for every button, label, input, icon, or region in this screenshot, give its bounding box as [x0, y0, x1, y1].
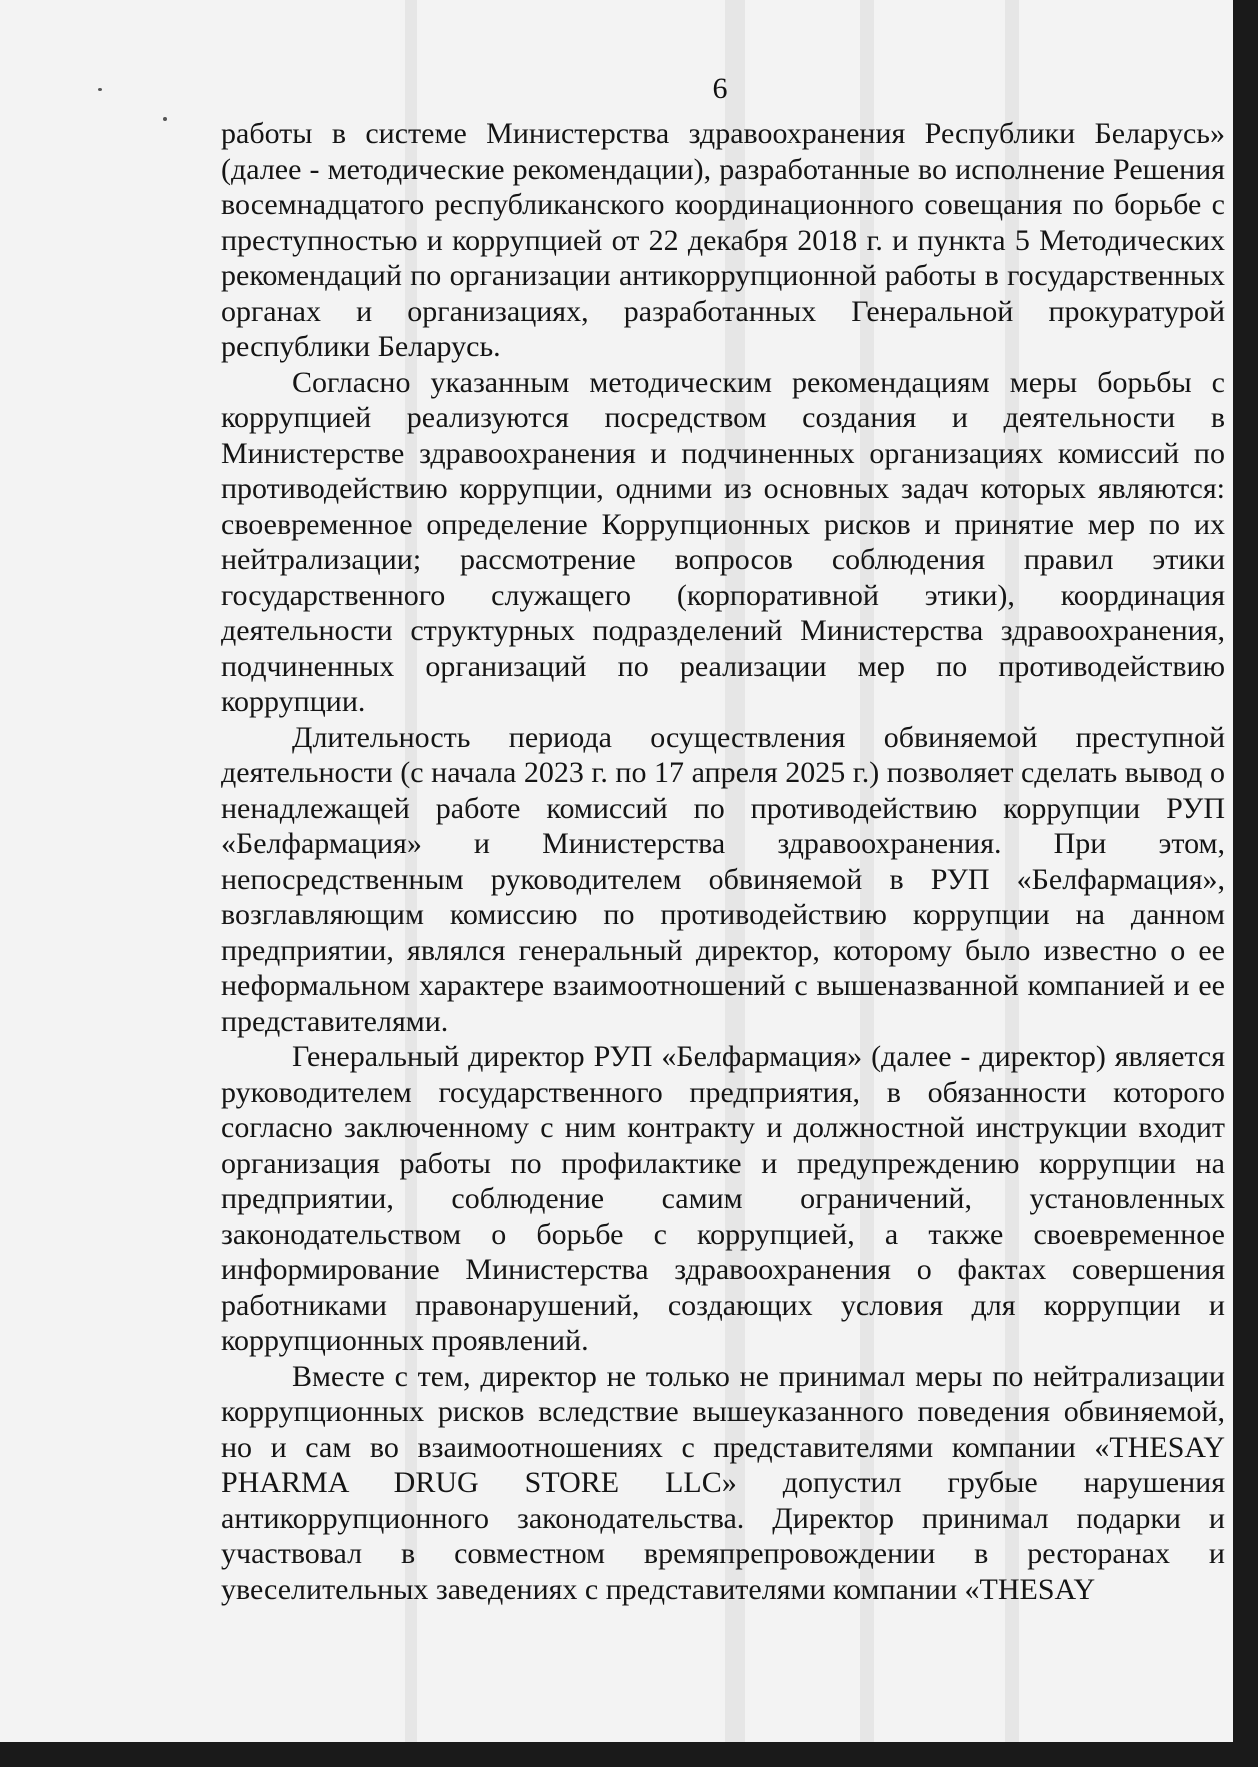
paragraph: Вместе с тем, директор не только не принимал меры по нейтрализации коррупционных рисков вследствие вышеуказанного поведения обвиняемой, но и сам во взаимоотношениях с представителями компании «THESAY PHARMA DRUG STORE LLC» допустил грубые нарушения антикоррупционного законодательства. Директор принимал подарки и участвовал в совместном времяпрепровождении в ресторанах и увеселительных заведениях с представителями компании «THESAY — [221, 1359, 1225, 1606]
paragraph: работы в системе Министерства здравоохранения Республики Беларусь» (далее - методические рекомендации), разработанные во исполнение Решения восемнадцатого республиканского координационного совещания по борьбе с преступностью и коррупцией от 22 декабря 2018 г. и пункта 5 Методических рекомендаций по организации антикоррупционной работы в государственных органах и организациях, разработанных Генеральной прокуратурой республики Беларусь. — [221, 117, 1225, 363]
paragraph: Генеральный директор РУП «Белфармация» (далее - директор) является руководителем государственного предприятия, в обязанности которого согласно заключенному с ним контракту и должностной инструкции входит организация работы по профилактике и предупреждению коррупции на предприятии, соблюдение самим ограничений, установленных законодательством о борьбе с коррупцией, а также своевременное информирование Министерства здравоохранения о фактах совершения работниками правонарушений, создающих условия для коррупции и коррупционных проявлений. — [221, 1040, 1225, 1357]
page-number: 6 — [712, 72, 728, 105]
scan-speck — [98, 88, 102, 91]
scan-speck — [163, 117, 167, 121]
paragraph: Длительность периода осуществления обвиняемой преступной деятельности (с начала 2023 г. по 17 апреля 2025 г.) позволяет сделать вывод о ненадлежащей работе комиссий по противодействию коррупции РУП «Белфармация» и Министерства здравоохранения. При этом, непосредственным руководителем обвиняемой в РУП «Белфармация», возглавляющим комиссию по противодействию коррупции на данном предприятии, являлся генеральный директор, которому было известно о ее неформальном характере взаимоотношений с вышеназванной компанией и ее представителями. — [221, 720, 1225, 1038]
body-text — [221, 116, 1225, 1607]
paragraph: Согласно указанным методическим рекомендациям меры борьбы с коррупцией реализуются посредством создания и деятельности в Министерстве здравоохранения и подчиненных организациях комиссий по противодействию коррупции, одними из основных задач которых являются: своевременное определение Коррупционных рисков и принятие мер по их нейтрализации; рассмотрение вопросов соблюдения правил этики государственного служащего (корпоративной этики), координация деятельности структурных подразделений Министерства здравоохранения, подчиненных организаций по реализации мер по противодействию коррупции. — [221, 365, 1225, 718]
